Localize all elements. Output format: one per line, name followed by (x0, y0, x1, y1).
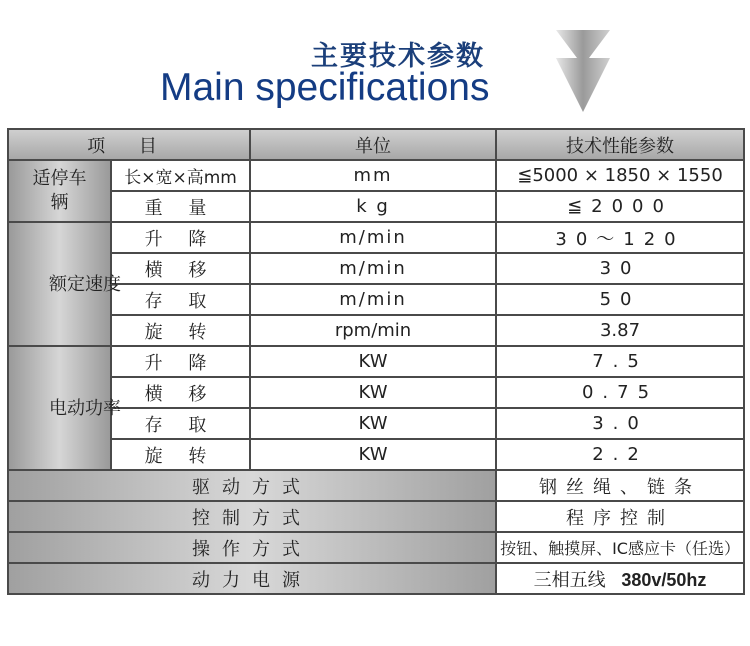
table-row (8, 346, 744, 377)
row-item: 升 降 (111, 346, 250, 377)
row-item: 存 取 (111, 284, 250, 315)
row-unit: mm (250, 160, 496, 191)
row-unit: m/min (250, 222, 496, 253)
operation-mode-value: 按钮、触摸屏、IC感应卡（任选） (496, 532, 744, 563)
row-value: 3.0 (496, 408, 744, 439)
row-value: 0.75 (496, 377, 744, 408)
row-item: 横 移 (111, 253, 250, 284)
power-source-phase: 三相五线 (533, 569, 606, 591)
table-row (8, 160, 744, 191)
row-item: 升 降 (111, 222, 250, 253)
row-unit: KW (250, 439, 496, 470)
table-row (8, 501, 744, 532)
row-item: 长×宽×高mm (111, 160, 250, 191)
group-power: 电动功率 (8, 346, 111, 470)
row-item: 横 移 (111, 377, 250, 408)
drive-mode-label: 驱动方式 (8, 470, 496, 501)
table-row (8, 563, 744, 594)
header-unit: 单位 (250, 129, 496, 160)
power-source-label: 动力电源 (8, 563, 496, 594)
page-title-chinese: 主要技术参数 (311, 41, 485, 72)
power-source-spec: 380v/50hz (621, 569, 707, 590)
power-source-value (496, 563, 744, 594)
table-header-row (8, 129, 744, 160)
row-value: 2.2 (496, 439, 744, 470)
row-value: ≦5000 × 1850 × 1550 (496, 160, 744, 191)
group-speed: 额定速度 (8, 222, 111, 346)
table-row (8, 470, 744, 501)
row-value: 7.5 (496, 346, 744, 377)
header-params: 技术性能参数 (496, 129, 744, 160)
specifications-table (7, 128, 745, 595)
row-unit: KW (250, 408, 496, 439)
row-unit: m/min (250, 253, 496, 284)
row-unit: rpm/min (250, 315, 496, 346)
table-row (8, 439, 744, 470)
control-mode-value: 程序控制 (496, 501, 744, 532)
row-item: 旋 转 (111, 315, 250, 346)
row-value: ≦2000 (496, 191, 744, 222)
row-unit: k g (250, 191, 496, 222)
operation-mode-label: 操作方式 (8, 532, 496, 563)
row-item: 重 量 (111, 191, 250, 222)
row-unit: KW (250, 377, 496, 408)
down-chevrons-icon (552, 26, 614, 116)
row-value: 50 (496, 284, 744, 315)
group-vehicle: 适停车辆 (8, 160, 111, 222)
header-item: 项 目 (8, 129, 250, 160)
table-row (8, 222, 744, 253)
table-row (8, 315, 744, 346)
row-value: 30～120 (496, 222, 744, 253)
row-item: 存 取 (111, 408, 250, 439)
row-value: 3.87 (496, 315, 744, 346)
row-value: 30 (496, 253, 744, 284)
table-row (8, 191, 744, 222)
row-item: 旋 转 (111, 439, 250, 470)
drive-mode-value: 钢丝绳、链条 (496, 470, 744, 501)
page-title-english: Main specifications (160, 66, 490, 109)
control-mode-label: 控制方式 (8, 501, 496, 532)
row-unit: m/min (250, 284, 496, 315)
row-unit: KW (250, 346, 496, 377)
table-row (8, 532, 744, 563)
